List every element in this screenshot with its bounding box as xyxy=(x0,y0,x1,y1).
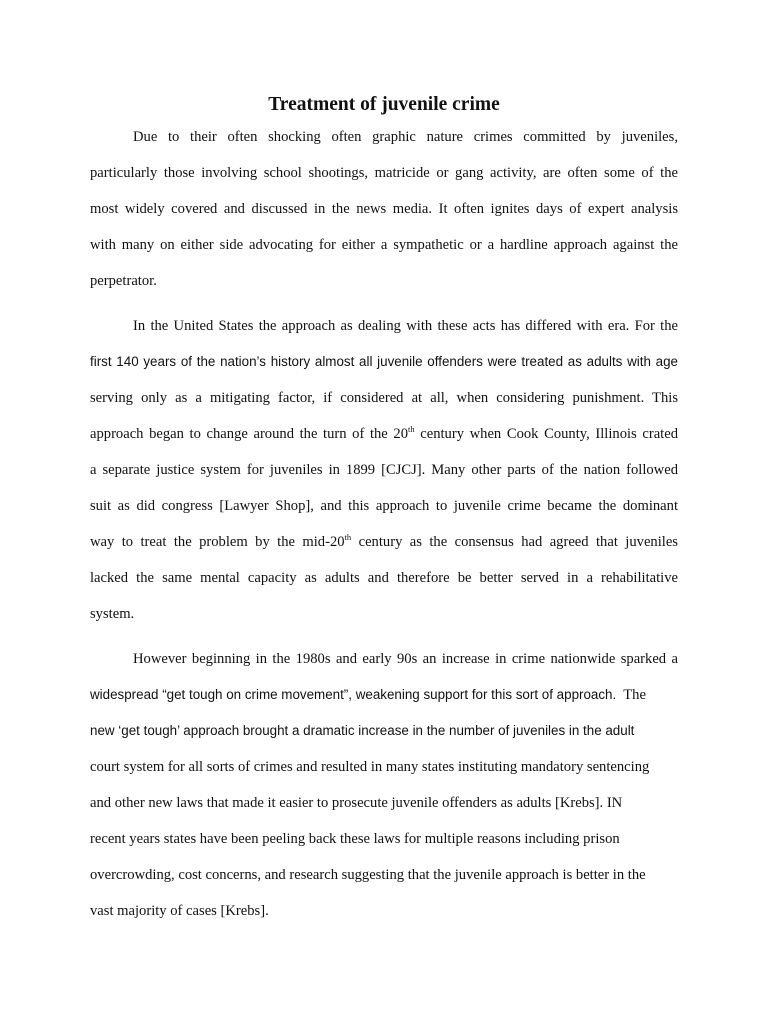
text-line: court system for all sorts of crimes and resulted in many states instituting mandatory sentencing xyxy=(90,759,650,775)
text-line: vast majority of cases [Krebs]. xyxy=(90,903,269,919)
paragraph-3 xyxy=(90,650,678,938)
text-line: Due to their often shocking often graphic nature crimes committed by juveniles, xyxy=(133,129,678,145)
text-line: recent years states have been peeling back these laws for multiple reasons including prison xyxy=(90,831,620,847)
text-line: In the United States the approach as dealing with these acts has differed with era. For the xyxy=(133,318,678,334)
text-segment: widespread “get tough on crime movement”, weakening support for this sort of approach. xyxy=(90,687,617,702)
text-line: new ‘get tough’ approach brought a dramatic increase in the number of juveniles in the adult xyxy=(90,723,635,738)
text-segment: century as the consensus had agreed that juveniles xyxy=(351,534,678,550)
text-line: overcrowding, cost concerns, and research suggesting that the juvenile approach is better in the xyxy=(90,867,646,883)
text-line: a separate justice system for juveniles in 1899 [CJCJ]. Many other parts of the nation followed xyxy=(90,462,678,478)
text-line: suit as did congress [Lawyer Shop], and this approach to juvenile crime became the dominant xyxy=(90,498,678,514)
superscript-ordinal: th xyxy=(344,532,352,542)
text-line: perpetrator. xyxy=(90,273,157,289)
document-title: Treatment of juvenile crime xyxy=(268,94,500,115)
text-line: lacked the same mental capacity as adults and therefore be better served in a rehabilitative xyxy=(90,570,678,586)
text-segment: century when Cook County, Illinois crated xyxy=(414,426,678,442)
paragraph-1 xyxy=(90,128,678,308)
text-line: system. xyxy=(90,606,135,622)
text-line: particularly those involving school shootings, matricide or gang activity, are often some of the xyxy=(90,165,678,181)
text-line: most widely covered and discussed in the news media. It often ignites days of expert analysis xyxy=(90,201,678,217)
text-line: serving only as a mitigating factor, if considered at all, when considering punishment. This xyxy=(90,390,678,406)
text-line: with many on either side advocating for either a sympathetic or a hardline approach against the xyxy=(90,237,678,253)
text-line: and other new laws that made it easier to prosecute juvenile offenders as adults [Krebs]. IN xyxy=(90,795,623,811)
text-line xyxy=(90,425,678,461)
text-segment: approach began to change around the turn of the 20 xyxy=(90,426,408,442)
text-line: However beginning in the 1980s and early 90s an increase in crime nationwide sparked a xyxy=(133,651,678,667)
text-line xyxy=(90,533,678,569)
text-line: first 140 years of the nation’s history almost all juvenile offenders were treated as adults with age xyxy=(90,354,678,369)
superscript-ordinal: th xyxy=(408,424,415,434)
text-segment: The xyxy=(616,687,646,703)
paragraph-2 xyxy=(90,317,678,641)
text-line xyxy=(90,686,678,722)
text-segment: way to treat the problem by the mid-20 xyxy=(90,534,345,550)
